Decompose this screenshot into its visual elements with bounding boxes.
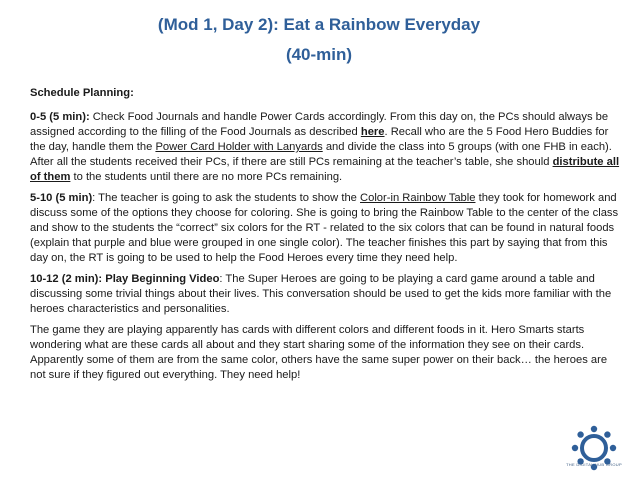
paragraph-game: The game they are playing apparently has cards with different colors and different foods in it. Hero Smarts starts wondering what are these cards all about and they start sharing some of the information they see on their cards. Apparently some of them are from the same color, others have the same super power on their back… the heroes are not sure if they figured out everything. They need help! xyxy=(30,324,608,381)
time-label-5-10: 5-10 (5 min) xyxy=(30,192,93,204)
paragraph-0-5 xyxy=(30,110,620,185)
paragraph-text: they took for homework and discuss some of the options they choose for coloring. She is going to bring the Rainbow Table to the center of the class and show to the students the “correct” six colors for the RT - related to the six colors that can be found in natural foods (explain that purple and blue were grouped in one single color). The teacher finishes this part by saying that from this day on, the RT is going to be used to help the Food Heroes every time they need help. xyxy=(30,192,619,264)
paragraph-text: . Recall who are the 5 Food Hero Buddies for the day, handle them the xyxy=(30,126,609,153)
paragraph-text: to the students until there are no more PCs remaining. xyxy=(70,171,343,183)
distribute-all-link[interactable]: distribute all of them xyxy=(30,156,620,183)
paragraph-10-12 xyxy=(30,272,620,317)
power-card-holder-link[interactable]: Power Card Holder with Lanyards xyxy=(155,141,323,153)
paragraph-text: and divide the class into 5 groups (with one FHB in each). After all the students received their PCs, if there are still PCs remaining at the teacher’s table, she should xyxy=(30,141,612,168)
paragraph-text: Check Food Journals and handle Power Cards accordingly. From this day on, the PCs should always be assigned according to the filling of the Food Journals as described xyxy=(30,111,609,138)
color-in-rainbow-table-link[interactable]: Color-in Rainbow Table xyxy=(360,192,476,204)
paragraph-text: : The teacher is going to ask the students to show the xyxy=(92,192,361,204)
time-label-10-12: 10-12 (2 min): Play Beginning Video xyxy=(30,273,220,285)
schedule-heading: Schedule Planning: xyxy=(30,87,134,99)
paragraph-5-10 xyxy=(30,191,620,266)
here-link[interactable]: here xyxy=(360,126,385,138)
time-label-0-5: 0-5 (5 min): xyxy=(30,111,90,123)
page-subtitle-duration: (40-min) xyxy=(285,45,353,64)
document-body xyxy=(30,86,620,389)
page-title: (Mod 1, Day 2): Eat a Rainbow Everyday xyxy=(157,15,481,34)
logo-caption: THE DIGITAL HUB GROUP xyxy=(566,462,622,467)
paragraph-text: : The Super Heroes are going to be playing a card game around a table and discussing some trivial things about their lives. This conversation should be used to get the kids more familiar with the heroes characteristics and personalities. xyxy=(30,273,612,315)
